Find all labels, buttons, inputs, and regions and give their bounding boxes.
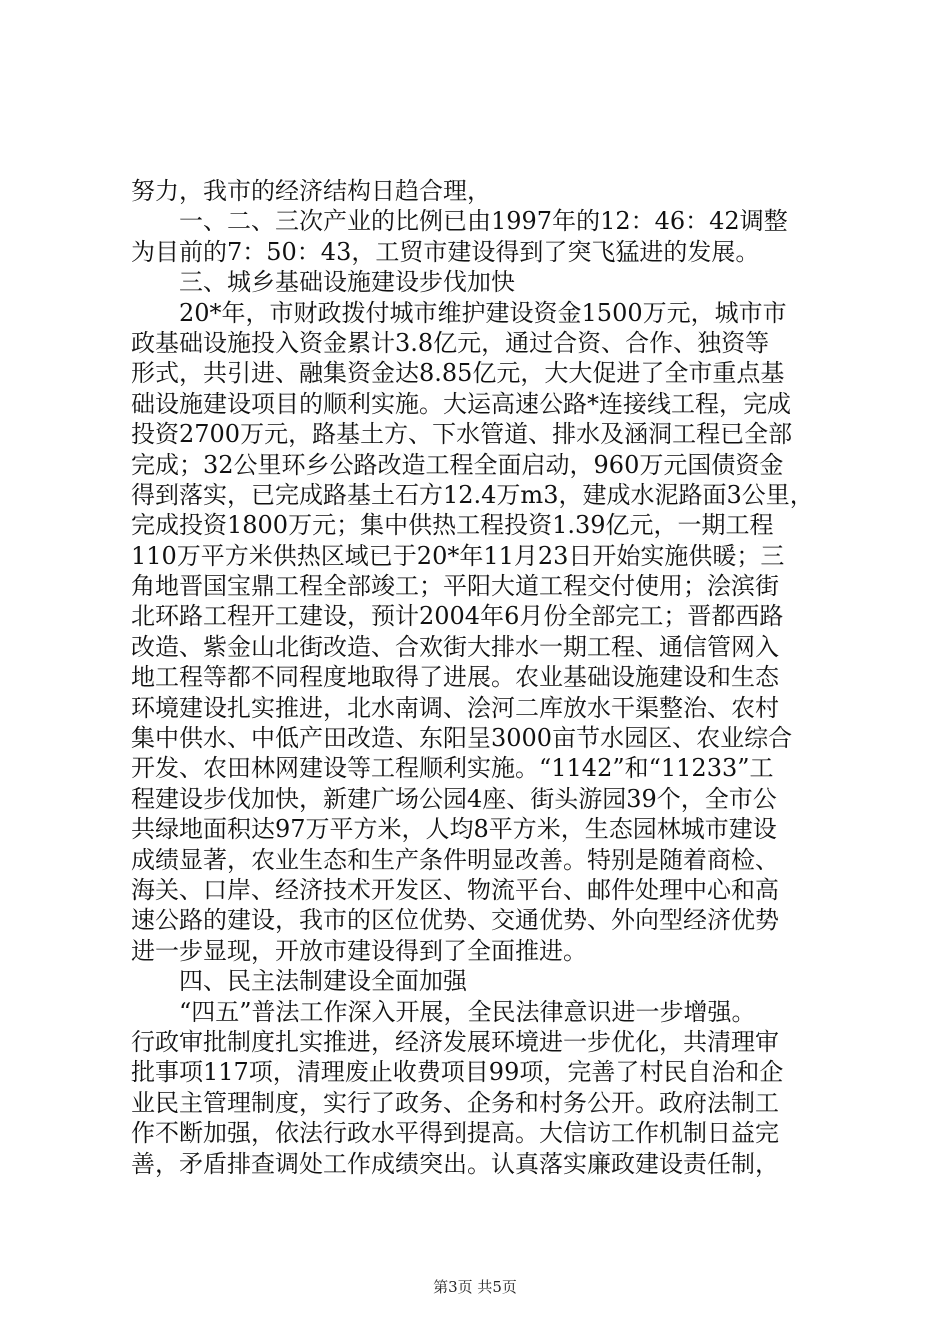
text-line: 批事项117项，清理废止收费项目99项，完善了村民自治和企: [131, 1058, 784, 1087]
text-line: 共绿地面积达97万平方米，人均8平方米，生态园林城市建设: [131, 815, 777, 844]
text-line: 成绩显著，农业生态和生产条件明显改善。特别是随着商检、: [131, 845, 779, 874]
text-line: 为目前的7：50：43，工贸市建设得到了突飞猛进的发展。: [131, 237, 760, 266]
text-line: 作不断加强，依法行政水平得到提高。大信访工作机制日益完: [131, 1119, 779, 1148]
text-line: 地工程等都不同程度地取得了进展。农业基础设施建设和生态: [131, 663, 779, 692]
text-line: 四、民主法制建设全面加强: [179, 967, 467, 996]
text-line: 三、城乡基础设施建设步伐加快: [179, 268, 515, 297]
text-line: 集中供水、中低产田改造、东阳呈3000亩节水园区、农业综合: [131, 724, 793, 753]
text-line: 改造、紫金山北街改造、合欢街大排水一期工程、通信管网入: [131, 632, 779, 661]
text-line: 完成投资1800万元；集中供热工程投资1.39亿元，一期工程: [131, 511, 774, 540]
text-line: 20*年，市财政拨付城市维护建设资金1500万元，城市市: [179, 298, 787, 327]
text-line: 110万平方米供热区域已于20*年11月23日开始实施供暖；三: [131, 541, 785, 570]
text-line: 行政审批制度扎实推进，经济发展环境进一步优化，共清理审: [131, 1027, 779, 1056]
text-line: 海关、口岸、经济技术开发区、物流平台、邮件处理中心和高: [131, 875, 779, 904]
text-line: 一、二、三次产业的比例已由1997年的12：46：42调整: [179, 207, 788, 236]
text-line: 努力，我市的经济结构日趋合理，: [131, 177, 491, 205]
text-line: 投资2700万元，路基土方、下水管道、排水及涵洞工程已全部: [131, 420, 793, 449]
document-body: [131, 176, 831, 1179]
text-line: 政基础设施投入资金累计3.8亿元，通过合资、合作、独资等: [131, 328, 770, 357]
text-line: 程建设步伐加快，新建广场公园4座、街头游园39个，全市公: [131, 784, 777, 813]
text-line: 完成；32公里环乡公路改造工程全面启动，960万元国债资金: [131, 450, 784, 479]
text-line: 得到落实，已完成路基土石方12.4万m3，建成水泥路面3公里，: [131, 480, 814, 509]
text-line: 北环路工程开工建设，预计2004年6月份全部完工；晋都西路: [131, 602, 784, 631]
text-line: 进一步显现，开放市建设得到了全面推进。: [131, 936, 587, 965]
text-line: 环境建设扎实推进，北水南调、浍河二库放水干渠整治、农村: [131, 693, 779, 722]
text-line: 业民主管理制度，实行了政务、企务和村务公开。政府法制工: [131, 1088, 779, 1117]
text-line: 开发、农田林网建设等工程顺利实施。“1142”和“11233”工: [131, 754, 774, 783]
text-line: 形式，共引进、融集资金达8.85亿元，大大促进了全市重点基: [131, 359, 785, 388]
text-line: 角地晋国宝鼎工程全部竣工；平阳大道工程交付使用；浍滨街: [131, 572, 779, 601]
text-line: 善，矛盾排查调处工作成绩突出。认真落实廉政建设责任制，: [131, 1149, 779, 1178]
text-line: “四五”普法工作深入开展，全民法律意识进一步增强。: [179, 997, 756, 1026]
text-line: 础设施建设项目的顺利实施。大运高速公路*连接线工程，完成: [131, 389, 791, 418]
page-footer: 第3页 共5页: [433, 1278, 517, 1296]
text-line: 速公路的建设，我市的区位优势、交通优势、外向型经济优势: [131, 906, 779, 935]
